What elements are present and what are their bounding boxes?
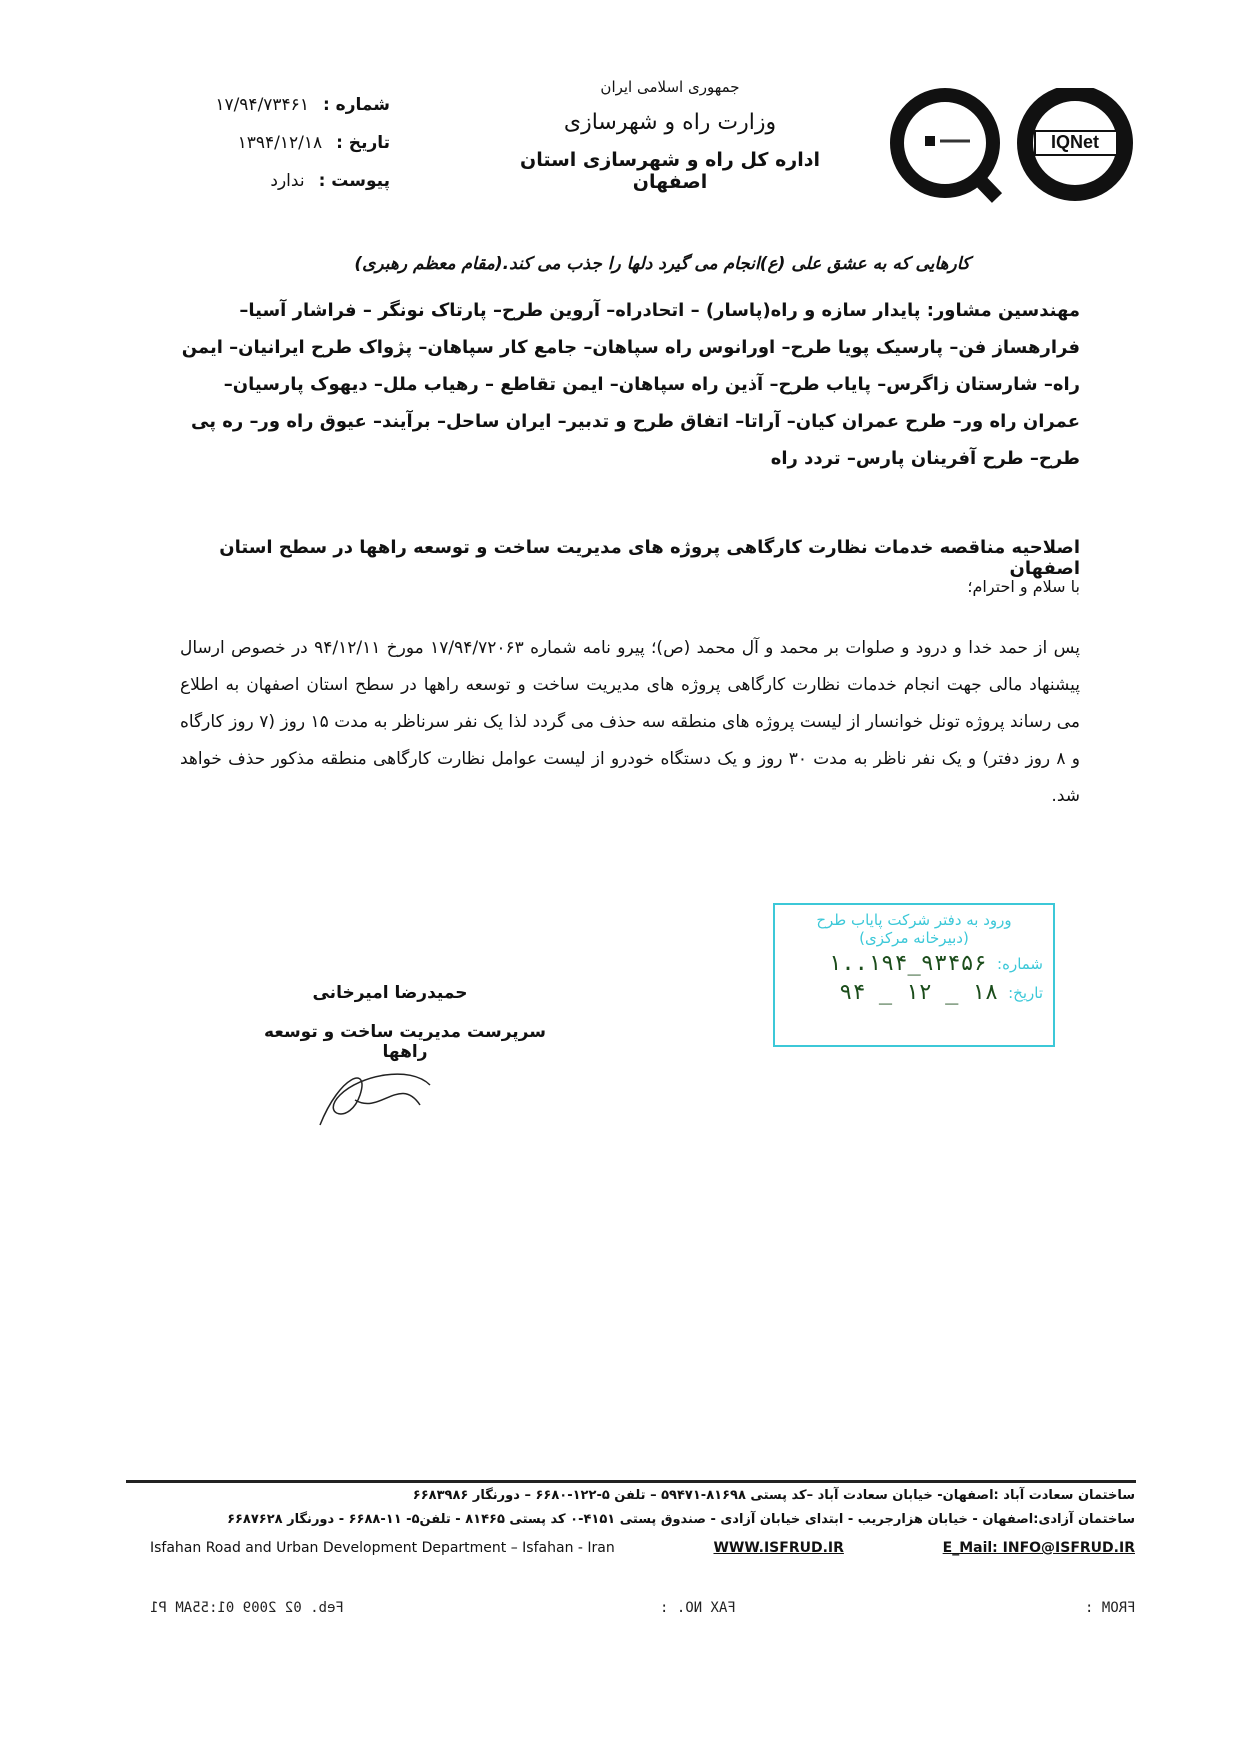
- date-value: ۱۳۹۴/۱۲/۱۸: [237, 133, 323, 153]
- greeting: با سلام و احترام؛: [967, 577, 1080, 596]
- letter-meta: [170, 86, 390, 200]
- footer-contact: [150, 1540, 1135, 1556]
- footer-english: Isfahan Road and Urban Development Department – Isfahan - Iran: [150, 1540, 615, 1556]
- iso-q-logo-icon: [885, 88, 1135, 218]
- attachment-value: ندارد: [270, 171, 305, 191]
- signatory-name: حمیدرضا امیرخانی: [312, 983, 468, 1003]
- fax-from: FROM :: [1085, 1600, 1136, 1616]
- consultants-list: مهندسین مشاور: پایدار سازه و راه(پاسار) – اتحادراه– آروین طرح– پارتاک نونگر – فراشار آسیا– فرارهساز فن– پارسیک پویا طرح– اورانوس راه سپاهان– جامع کار سپاهان– پژواک طرح ایرانیان– ایمن راه– شارستان زاگرس– پایاب طرح– آذین راه سپاهان– ایمن تقاطع – رهیاب ملل– دیهوک پارسیان– عمران راه ور– طرح عمران کیان– آراتا– اتفاق طرح و تدبیر– ایران ساحل– برآیند– عیوق راه ور– ره پی طرح– طرح آفرینان پارس– تردد راه: [181, 300, 1080, 469]
- ministry-title: وزارت راه و شهرسازی: [563, 110, 777, 135]
- number-row: [170, 86, 390, 124]
- attachment-row: [170, 162, 390, 200]
- fax-number: FAX NO. :: [660, 1600, 736, 1616]
- letterhead: [500, 78, 840, 193]
- certification-logos: [885, 88, 1135, 218]
- letter-body: پس از حمد خدا و درود و صلوات بر محمد و آل محمد (ص)؛ پیرو نامه شماره ۱۷/۹۴/۷۲۰۶۳ مورخ ۹۴/۱۲/۱۱ در خصوص ارسال پیشنهاد مالی جهت انجام خدمات نظارت کارگاهی پروژه های مدیریت ساخت و توسعه راهها در سطح استان اصفهان به اطلاع می رساند پروژه تونل خوانسار از لیست پروژه های منطقه سه حذف می گردد لذا یک نفر سرناظر به مدت ۱۵ روز (۷ روز کارگاه و ۸ روز دفتر) و یک نفر ناظر به مدت ۳۰ روز و یک دستگاه خودرو از لیست عوامل نظارت کارگاهی منطقه مذکور حذف خواهد شد.: [180, 638, 1080, 806]
- stamp-subtitle: (دبیرخانه مرکزی): [859, 929, 969, 947]
- footer-address-1: ساختمان سعادت آباد :اصفهان- خیابان سعادت آباد –کد پستی ۸۱۶۹۸-۵۹۴۷۱ – تلفن ۵-۱۲۲-۶۶۸۰ – دورنگار ۶۶۸۳۹۸۶: [412, 1488, 1135, 1503]
- department-title: اداره کل راه و شهرسازی استان اصفهان: [519, 149, 820, 193]
- stamp-date-row: [775, 980, 1053, 1005]
- handwritten-signature: [300, 1055, 450, 1135]
- number-value: ۱۷/۹۴/۷۳۴۶۱: [215, 95, 309, 115]
- stamp-date-label: تاریخ:: [1008, 983, 1043, 1002]
- receipt-stamp: [773, 903, 1055, 1047]
- attachment-label: پیوست :: [318, 171, 390, 191]
- signatory-title: سرپرست مدیریت ساخت و توسعه راهها: [264, 1022, 546, 1062]
- email-link[interactable]: E_Mail: INFO@ISFRUD.IR: [942, 1540, 1135, 1556]
- fax-timestamp: Feb. 02 2009 01:55AM P1: [150, 1600, 344, 1616]
- stamp-number-value: ۱..۱۹۴_۹۳۴۵۶: [828, 951, 988, 976]
- letter-subject: اصلاحیه مناقصه خدمات نظارت کارگاهی پروژه های مدیریت ساخت و توسعه راهها در سطح استان اصفهان: [219, 537, 1080, 579]
- footer-address-2: ساختمان آزادی:اصفهان - خیابان هزارجریب - ابتدای خیابان آزادی - صندوق پستی ۴۱۵۱-۰ کد پستی ۸۱۴۶۵ - تلفن۵- ۱۱-۶۶۸۸ - دورنگار ۶۶۸۷۶۲۸: [227, 1512, 1135, 1527]
- quote: کارهایی که به عشق علی (ع)انجام می گیرد دلها را جذب می کند.(مقام معظم رهبری): [354, 254, 970, 274]
- stamp-date-value: ۹۴ _ ۱۲ _ ۱۸: [839, 980, 999, 1005]
- stamp-number-label: شماره:: [997, 954, 1043, 973]
- number-label: شماره :: [322, 95, 390, 115]
- iqnet-logo-text: IQNet: [1051, 132, 1100, 152]
- republic-title: جمهوری اسلامی ایران: [600, 78, 740, 96]
- website-link[interactable]: WWW.ISFRUD.IR: [713, 1540, 844, 1556]
- date-row: [170, 124, 390, 162]
- footer-divider: [126, 1480, 1136, 1483]
- date-label: تاریخ :: [336, 133, 390, 153]
- stamp-title: ورود به دفتر شرکت پایاب طرح: [816, 911, 1012, 929]
- stamp-number-row: [775, 951, 1053, 976]
